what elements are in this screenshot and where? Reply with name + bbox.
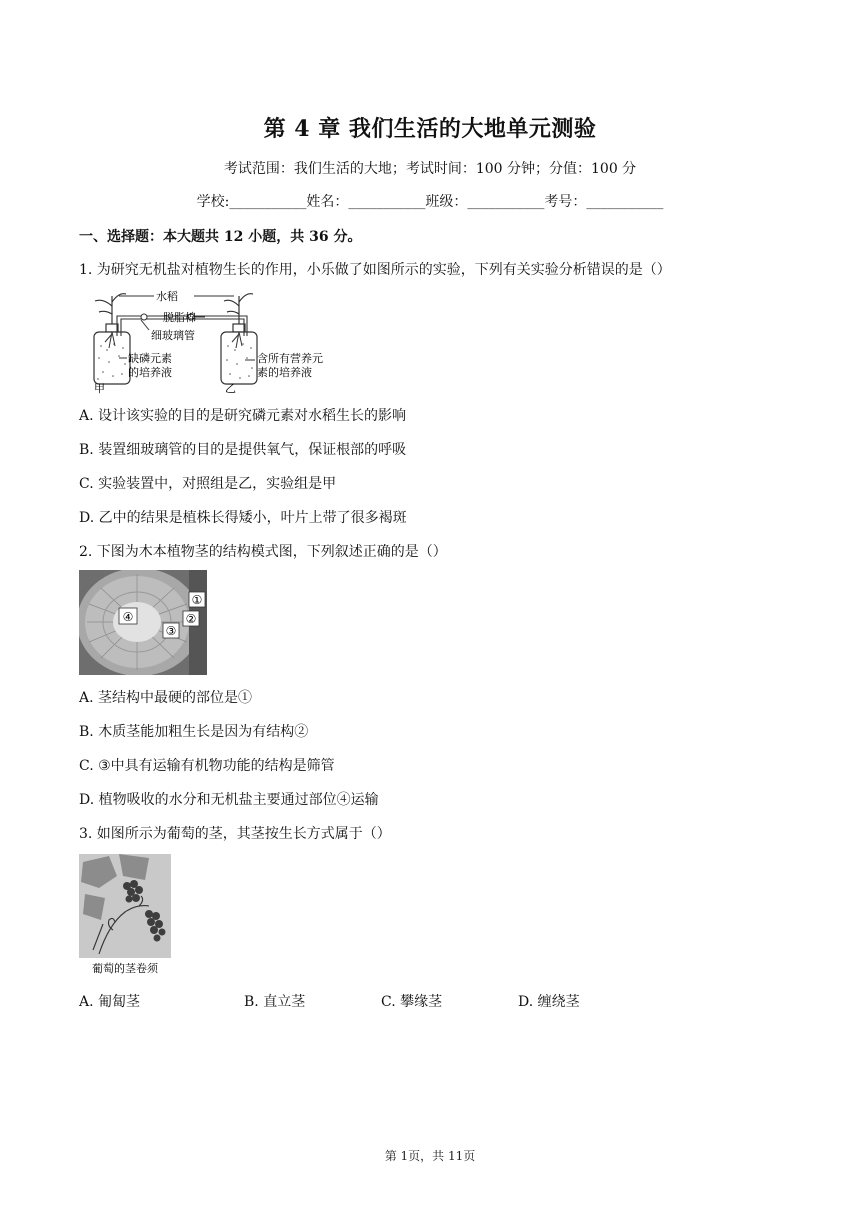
- question-3-figure: [79, 854, 171, 976]
- question-2-option-d: D. 植物吸收的水分和无机盐主要通过部位④运输: [79, 792, 379, 808]
- question-2-figure: [79, 570, 207, 675]
- marker-1-label: ①: [191, 593, 203, 607]
- page-footer: 第 1页，共 11页: [384, 1149, 476, 1163]
- right-solution-label-1: 含所有营养元: [257, 352, 323, 365]
- question-1-option-a: A. 设计该实验的目的是研究磷元素对水稻生长的影响: [79, 408, 407, 424]
- tube-label: 细玻璃管: [151, 329, 195, 342]
- question-2-option-a: A. 茎结构中最硬的部位是①: [79, 690, 253, 706]
- left-solution-label-1: 缺磷元素: [128, 352, 172, 365]
- exam-info: 考试范围：我们生活的大地；考试时间：100 分钟；分值：100 分: [223, 161, 637, 177]
- question-1-option-d: D. 乙中的结果是植株长得矮小，叶片上带了很多褐斑: [79, 510, 407, 526]
- marker-4-label: ④: [122, 610, 134, 624]
- question-2-stem: 2. 下图为木本植物茎的结构模式图，下列叙述正确的是（）: [79, 544, 447, 560]
- figure-caption: 葡萄的茎卷须: [92, 962, 158, 975]
- question-3-option-b: B. 直立茎: [244, 994, 306, 1010]
- jia-label: 甲: [94, 382, 105, 394]
- student-info-line: 学校:___________姓名：___________班级：___________考号：___________: [196, 194, 664, 210]
- question-2-option-c: C. ③中具有运输有机物功能的结构是筛管: [79, 758, 335, 774]
- marker-2-label: ②: [185, 612, 197, 626]
- question-3-option-c: C. 攀缘茎: [381, 994, 443, 1010]
- question-1-stem: 1. 为研究无机盐对植物生长的作用，小乐做了如图所示的实验，下列有关实验分析错误的是（）: [79, 262, 671, 278]
- question-3-option-a: A. 匍匐茎: [79, 994, 141, 1010]
- cotton-label: 脱脂棉: [163, 311, 196, 324]
- question-1-option-b: B. 装置细玻璃管的目的是提供氧气，保证根部的呼吸: [79, 442, 407, 458]
- question-2-option-b: B. 木质茎能加粗生长是因为有结构②: [79, 724, 309, 740]
- yi-label: 乙: [225, 382, 236, 394]
- left-solution-label-2: 的培养液: [128, 366, 172, 379]
- question-3-stem: 3. 如图所示为葡萄的茎，其茎按生长方式属于（）: [79, 826, 391, 842]
- question-1-figure: [79, 284, 337, 394]
- page-title: 第 4 章 我们生活的大地单元测验: [263, 116, 597, 142]
- section-heading: 一、选择题：本大题共 12 小题，共 36 分。: [79, 229, 362, 245]
- rice-label: 水稻: [156, 290, 178, 303]
- right-solution-label-2: 素的培养液: [257, 366, 312, 379]
- question-1-option-c: C. 实验装置中，对照组是乙，实验组是甲: [79, 476, 337, 492]
- question-3-option-d: D. 缠绕茎: [518, 994, 580, 1010]
- marker-3-label: ③: [165, 624, 177, 638]
